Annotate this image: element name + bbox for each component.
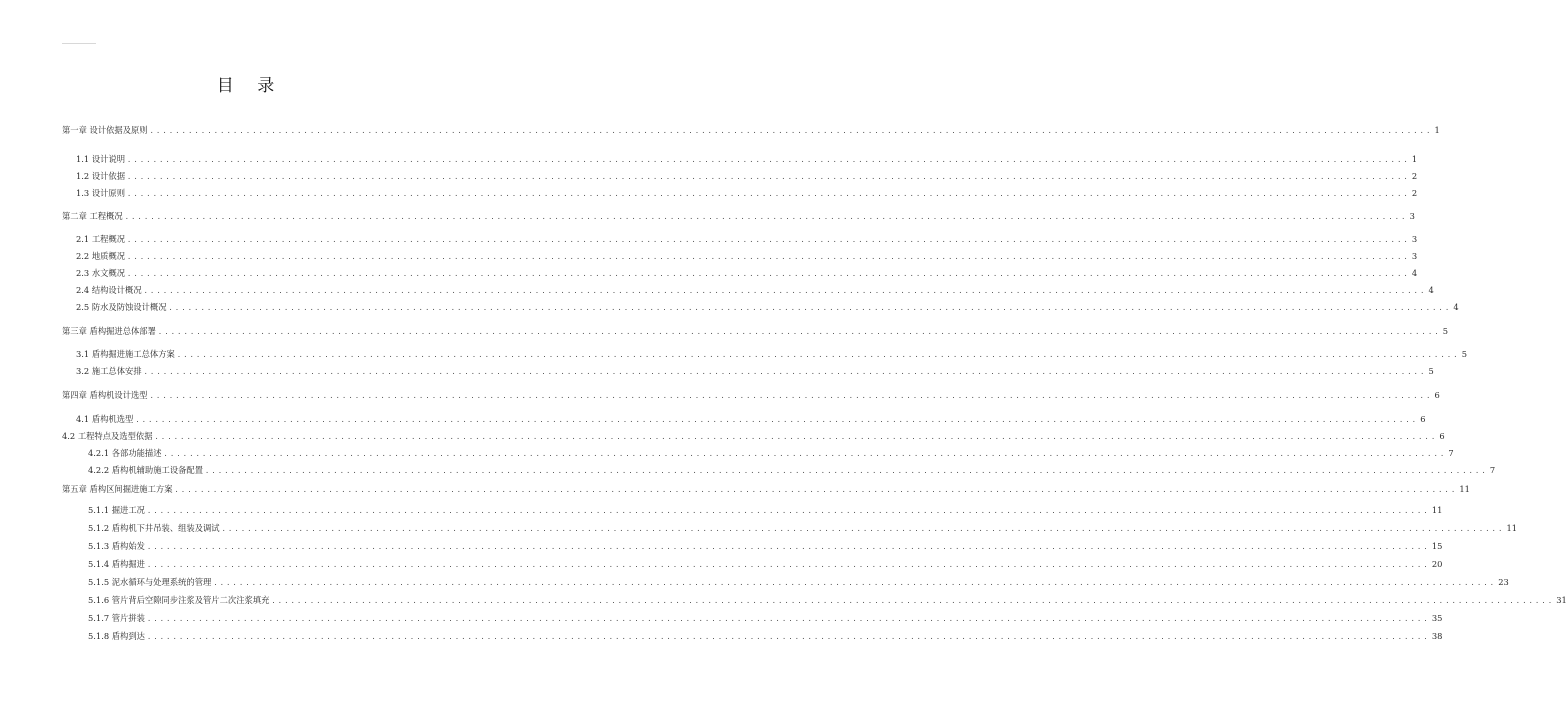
toc-leader-dots: ........................................................................................................................................................................................................ [149, 392, 1433, 400]
toc-entry[interactable] [62, 233, 1418, 245]
toc-entry-label: 第三章 盾构掘进总体部署 [62, 326, 156, 336]
toc-page-number: 3 [1411, 251, 1418, 261]
toc-entry[interactable] [62, 187, 1418, 199]
toc-entry[interactable] [62, 447, 1454, 459]
toc-leader-dots: ........................................................................................................................................................................................................ [146, 615, 1430, 623]
toc-leader-dots: ........................................................................................................................................................................................................ [154, 433, 1438, 441]
toc-entry[interactable] [62, 124, 1440, 136]
toc-leader-dots: ........................................................................................................................................................................................................ [127, 190, 1410, 198]
toc-page-number: 5 [1428, 366, 1434, 376]
toc-entry-label: 2.2 地质概况 [76, 251, 126, 261]
toc-entry-label: 5.1.2 盾构机下井吊装、组装及调试 [88, 523, 220, 533]
toc-leader-dots: ........................................................................................................................................................................................................ [176, 351, 1460, 359]
toc-entry[interactable] [62, 483, 1470, 495]
toc-page-number: 4 [1411, 268, 1418, 278]
toc-entry-label: 5.1.5 泥水循环与处理系统的管理 [88, 577, 212, 587]
toc-entry-label: 4.2.1 各部功能描述 [88, 448, 162, 458]
toc-page-number: 1 [1411, 154, 1418, 164]
toc-leader-dots: ........................................................................................................................................................................................................ [124, 213, 1408, 221]
toc-leader-dots: ........................................................................................................................................................................................................ [127, 236, 1410, 244]
toc-leader-dots: ........................................................................................................................................................................................................ [127, 173, 1410, 181]
toc-entry[interactable] [62, 594, 1567, 606]
toc-entry-label: 第四章 盾构机设计选型 [62, 390, 148, 400]
header-rule [62, 43, 96, 44]
toc-page-number: 11 [1431, 505, 1443, 515]
toc-entry[interactable] [62, 576, 1509, 588]
toc-page-number: 7 [1489, 465, 1496, 475]
toc-entry-label: 4.2.2 盾构机辅助施工设备配置 [88, 465, 204, 475]
toc-entry[interactable] [62, 210, 1415, 222]
toc-entry-label: 4.1 盾构机选型 [76, 414, 134, 424]
toc-entry-label: 5.1.1 掘进工况 [88, 505, 145, 515]
toc-entry-label: 第二章 工程概况 [62, 211, 123, 221]
toc-entry-label: 1.1 设计说明 [76, 154, 126, 164]
toc-page-number: 20 [1431, 559, 1443, 569]
toc-entry[interactable] [62, 365, 1434, 377]
toc-page-number: 31 [1556, 595, 1567, 605]
toc-page-number: 3 [1409, 211, 1415, 221]
toc-entry[interactable] [62, 504, 1443, 516]
toc-leader-dots: ........................................................................................................................................................................................................ [127, 270, 1410, 278]
toc-leader-dots: ........................................................................................................................................................................................................ [127, 156, 1410, 164]
toc-entry-label: 2.4 结构设计概况 [76, 285, 142, 295]
toc-leader-dots: ........................................................................................................................................................................................................ [143, 287, 1427, 295]
toc-entry[interactable] [62, 250, 1418, 262]
toc-entry-label: 2.5 防水及防蚀设计概况 [76, 302, 167, 312]
toc-page-number: 11 [1459, 484, 1470, 494]
toc-leader-dots: ........................................................................................................................................................................................................ [221, 525, 1505, 533]
toc-page-number: 23 [1498, 577, 1509, 587]
toc-leader-dots: ........................................................................................................................................................................................................ [143, 368, 1427, 376]
toc-leader-dots: ........................................................................................................................................................................................................ [146, 561, 1430, 569]
toc-page-number: 38 [1431, 631, 1443, 641]
toc-page-number: 11 [1506, 523, 1518, 533]
toc-leader-dots: ........................................................................................................................................................................................................ [174, 486, 1458, 494]
toc-entry[interactable] [62, 153, 1418, 165]
toc-entry[interactable] [62, 558, 1443, 570]
toc-entry[interactable] [62, 413, 1426, 425]
toc-entry-label: 5.1.3 盾构始发 [88, 541, 145, 551]
toc-page-number: 4 [1428, 285, 1434, 295]
toc-entry[interactable] [62, 170, 1418, 182]
toc-entry[interactable] [62, 430, 1445, 442]
toc-entry-label: 5.1.8 盾构到达 [88, 631, 145, 641]
toc-entry-label: 2.3 水文概况 [76, 268, 126, 278]
toc-page-number: 2 [1411, 188, 1418, 198]
toc-page-number: 7 [1448, 448, 1454, 458]
toc-leader-dots: ........................................................................................................................................................................................................ [205, 467, 1488, 475]
toc-entry[interactable] [62, 348, 1467, 360]
toc-page-number: 5 [1442, 326, 1449, 336]
toc-leader-dots: ........................................................................................................................................................................................................ [149, 127, 1433, 135]
toc-page-number: 2 [1411, 171, 1418, 181]
page-title: 目 录 [216, 76, 284, 97]
toc-page-number: 6 [1434, 390, 1440, 400]
toc-page-number: 3 [1411, 234, 1418, 244]
toc-entry[interactable] [62, 540, 1443, 552]
toc-entry-label: 3.1 盾构掘进施工总体方案 [76, 349, 175, 359]
toc-page-number: 5 [1461, 349, 1467, 359]
toc-page-number: 6 [1420, 414, 1426, 424]
toc-page-number: 1 [1434, 125, 1440, 135]
toc-entry-label: 5.1.7 管片拼装 [88, 613, 145, 623]
toc-page-number: 15 [1431, 541, 1443, 551]
toc-entry-label: 4.2 工程特点及选型依据 [62, 431, 153, 441]
toc-entry[interactable] [62, 464, 1496, 476]
toc-entry[interactable] [62, 267, 1418, 279]
toc-entry[interactable] [62, 389, 1440, 401]
toc-leader-dots: ........................................................................................................................................................................................................ [146, 507, 1430, 515]
toc-page-number: 4 [1453, 302, 1459, 312]
toc-leader-dots: ........................................................................................................................................................................................................ [146, 543, 1430, 551]
toc-entry[interactable] [62, 630, 1443, 642]
toc-leader-dots: ........................................................................................................................................................................................................ [157, 328, 1441, 336]
toc-leader-dots: ........................................................................................................................................................................................................ [163, 450, 1447, 458]
toc-leader-dots: ........................................................................................................................................................................................................ [213, 579, 1497, 587]
toc-leader-dots: ........................................................................................................................................................................................................ [127, 253, 1410, 261]
toc-entry-label: 1.2 设计依据 [76, 171, 126, 181]
toc-entry[interactable] [62, 522, 1518, 534]
toc-leader-dots: ........................................................................................................................................................................................................ [146, 633, 1430, 641]
toc-leader-dots: ........................................................................................................................................................................................................ [168, 304, 1452, 312]
toc-entry-label: 2.1 工程概况 [76, 234, 126, 244]
toc-entry-label: 第五章 盾构区间掘进施工方案 [62, 484, 173, 494]
toc-leader-dots: ........................................................................................................................................................................................................ [271, 597, 1555, 605]
toc-entry[interactable] [62, 301, 1459, 313]
toc-entry-label: 5.1.4 盾构掘进 [88, 559, 145, 569]
toc-entry[interactable] [62, 284, 1434, 296]
toc-entry-label: 3.2 施工总体安排 [76, 366, 142, 376]
toc-entry[interactable] [62, 325, 1449, 337]
toc-entry-label: 第一章 设计依据及原则 [62, 125, 148, 135]
toc-entry-label: 1.3 设计原则 [76, 188, 126, 198]
toc-entry-label: 5.1.6 管片背后空隙同步注浆及管片二次注浆填充 [88, 595, 270, 605]
toc-page-number: 35 [1431, 613, 1443, 623]
toc-entry[interactable] [62, 612, 1443, 624]
toc-leader-dots: ........................................................................................................................................................................................................ [135, 416, 1419, 424]
toc-page-number: 6 [1439, 431, 1445, 441]
